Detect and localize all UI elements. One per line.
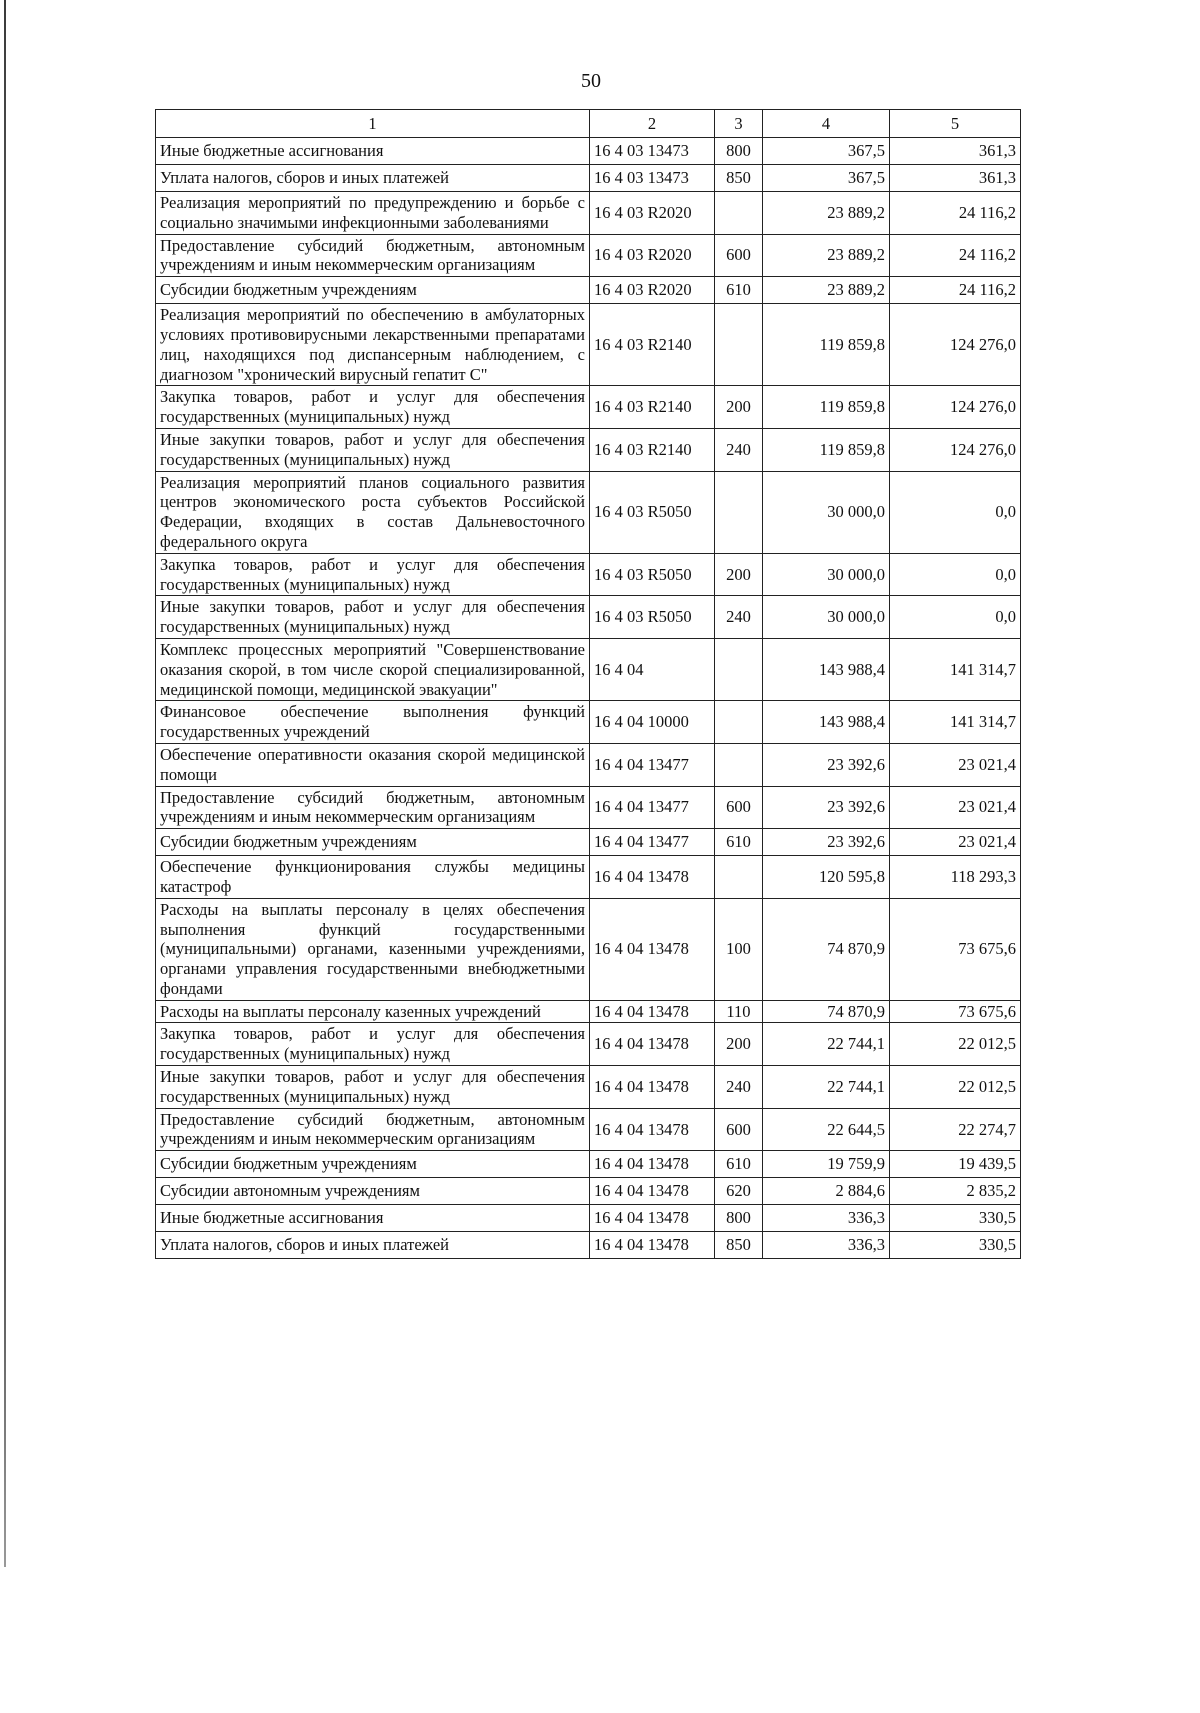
table-body: [156, 138, 1021, 1259]
row-name: Закупка товаров, работ и услуг для обеспечения государственных (муниципальных) нужд: [156, 553, 590, 596]
row-amount-2: 2 835,2: [890, 1178, 1021, 1205]
row-code: 16 4 03 R5050: [590, 596, 715, 639]
row-code: 16 4 03 R5050: [590, 471, 715, 553]
row-expense-type: 200: [715, 1023, 763, 1066]
row-amount-2: 23 021,4: [890, 786, 1021, 829]
row-amount-2: 19 439,5: [890, 1151, 1021, 1178]
row-amount-1: 30 000,0: [763, 596, 890, 639]
row-name: Реализация мероприятий по обеспечению в амбулаторных условиях противовирусными лекарственными препаратами лиц, находящихся под диспансерным наблюдением, с диагнозом "хронический вирусный гепатит С": [156, 304, 590, 386]
row-name: Субсидии бюджетным учреждениям: [156, 277, 590, 304]
row-amount-2: 0,0: [890, 596, 1021, 639]
row-amount-1: 143 988,4: [763, 701, 890, 744]
row-amount-2: 141 314,7: [890, 701, 1021, 744]
table-row: [156, 638, 1021, 700]
table-row: [156, 304, 1021, 386]
row-code: 16 4 03 13473: [590, 165, 715, 192]
header-col-5: 5: [890, 110, 1021, 138]
row-amount-1: 22 744,1: [763, 1066, 890, 1109]
row-name: Иные бюджетные ассигнования: [156, 1205, 590, 1232]
header-col-3: 3: [715, 110, 763, 138]
row-name: Реализация мероприятий по предупреждению и борьбе с социально значимыми инфекционными заболеваниями: [156, 192, 590, 235]
table-row: [156, 277, 1021, 304]
row-amount-1: 119 859,8: [763, 304, 890, 386]
row-name: Предоставление субсидий бюджетным, автономным учреждениям и иным некоммерческим организациям: [156, 1108, 590, 1151]
row-amount-2: 73 675,6: [890, 1000, 1021, 1023]
row-expense-type: 600: [715, 234, 763, 277]
table-row: [156, 138, 1021, 165]
row-amount-1: 2 884,6: [763, 1178, 890, 1205]
row-amount-2: 0,0: [890, 553, 1021, 596]
table-row: [156, 856, 1021, 899]
row-amount-1: 30 000,0: [763, 471, 890, 553]
row-expense-type: 110: [715, 1000, 763, 1023]
row-amount-2: 24 116,2: [890, 234, 1021, 277]
row-expense-type: 620: [715, 1178, 763, 1205]
row-name: Обеспечение оперативности оказания скорой медицинской помощи: [156, 743, 590, 786]
row-expense-type: 240: [715, 596, 763, 639]
row-name: Иные бюджетные ассигнования: [156, 138, 590, 165]
row-name: Обеспечение функционирования службы медицины катастроф: [156, 856, 590, 899]
row-amount-2: 124 276,0: [890, 386, 1021, 429]
row-name: Предоставление субсидий бюджетным, автономным учреждениям и иным некоммерческим организациям: [156, 786, 590, 829]
row-name: Иные закупки товаров, работ и услуг для обеспечения государственных (муниципальных) нужд: [156, 428, 590, 471]
row-code: 16 4 04 13478: [590, 898, 715, 1000]
row-code: 16 4 03 R2020: [590, 234, 715, 277]
row-amount-2: 73 675,6: [890, 898, 1021, 1000]
row-name: Иные закупки товаров, работ и услуг для обеспечения государственных (муниципальных) нужд: [156, 596, 590, 639]
row-name: Комплекс процессных мероприятий "Совершенствование оказания скорой, в том числе скорой специализированной, медицинской помощи, медицинской эвакуации": [156, 638, 590, 700]
row-amount-1: 74 870,9: [763, 898, 890, 1000]
row-amount-1: 30 000,0: [763, 553, 890, 596]
row-expense-type: [715, 192, 763, 235]
row-amount-2: 22 012,5: [890, 1066, 1021, 1109]
row-amount-1: 23 889,2: [763, 192, 890, 235]
row-amount-1: 336,3: [763, 1205, 890, 1232]
row-code: 16 4 04 13477: [590, 786, 715, 829]
row-expense-type: 200: [715, 386, 763, 429]
row-name: Уплата налогов, сборов и иных платежей: [156, 1232, 590, 1259]
row-code: 16 4 04 13478: [590, 1151, 715, 1178]
row-amount-1: 367,5: [763, 165, 890, 192]
row-amount-1: 22 744,1: [763, 1023, 890, 1066]
table-row: [156, 1178, 1021, 1205]
row-expense-type: 800: [715, 1205, 763, 1232]
row-expense-type: 610: [715, 829, 763, 856]
row-amount-2: 330,5: [890, 1205, 1021, 1232]
row-amount-2: 0,0: [890, 471, 1021, 553]
row-name: Субсидии автономным учреждениям: [156, 1178, 590, 1205]
row-name: Предоставление субсидий бюджетным, автономным учреждениям и иным некоммерческим организациям: [156, 234, 590, 277]
row-amount-1: 23 889,2: [763, 234, 890, 277]
row-code: 16 4 04 13477: [590, 829, 715, 856]
row-amount-1: 143 988,4: [763, 638, 890, 700]
table-row: [156, 471, 1021, 553]
row-name: Уплата налогов, сборов и иных платежей: [156, 165, 590, 192]
row-expense-type: 610: [715, 1151, 763, 1178]
row-amount-2: 118 293,3: [890, 856, 1021, 899]
table-row: [156, 386, 1021, 429]
table-row: [156, 165, 1021, 192]
row-expense-type: 850: [715, 165, 763, 192]
row-name: Расходы на выплаты персоналу казенных учреждений: [156, 1000, 590, 1023]
row-expense-type: 610: [715, 277, 763, 304]
row-expense-type: [715, 304, 763, 386]
row-amount-2: 23 021,4: [890, 743, 1021, 786]
table-row: [156, 1066, 1021, 1109]
row-code: 16 4 04 13477: [590, 743, 715, 786]
table-row: [156, 1108, 1021, 1151]
row-code: 16 4 04 13478: [590, 1066, 715, 1109]
row-code: 16 4 04 13478: [590, 1178, 715, 1205]
row-code: 16 4 04 13478: [590, 1205, 715, 1232]
row-amount-1: 367,5: [763, 138, 890, 165]
row-name: Расходы на выплаты персоналу в целях обеспечения выполнения функций государственными (муниципальными) органами, казенными учреждениями, органами управления государственными внебюджетными фондами: [156, 898, 590, 1000]
table-row: [156, 743, 1021, 786]
row-code: 16 4 04 13478: [590, 1232, 715, 1259]
table-row: [156, 192, 1021, 235]
header-col-4: 4: [763, 110, 890, 138]
row-name: Иные закупки товаров, работ и услуг для обеспечения государственных (муниципальных) нужд: [156, 1066, 590, 1109]
table-row: [156, 553, 1021, 596]
row-expense-type: 600: [715, 1108, 763, 1151]
row-code: 16 4 04 13478: [590, 856, 715, 899]
row-expense-type: 800: [715, 138, 763, 165]
header-col-1: 1: [156, 110, 590, 138]
row-amount-1: 23 392,6: [763, 786, 890, 829]
row-amount-2: 24 116,2: [890, 192, 1021, 235]
table-row: [156, 898, 1021, 1000]
table-row: [156, 786, 1021, 829]
row-expense-type: 600: [715, 786, 763, 829]
scan-edge: [4, 0, 6, 1567]
row-expense-type: [715, 638, 763, 700]
row-code: 16 4 03 R2140: [590, 428, 715, 471]
row-expense-type: 240: [715, 428, 763, 471]
table-row: [156, 234, 1021, 277]
row-expense-type: [715, 701, 763, 744]
row-amount-1: 119 859,8: [763, 428, 890, 471]
table-row: [156, 428, 1021, 471]
row-code: 16 4 04: [590, 638, 715, 700]
row-amount-2: 22 012,5: [890, 1023, 1021, 1066]
row-code: 16 4 03 13473: [590, 138, 715, 165]
row-amount-1: 120 595,8: [763, 856, 890, 899]
row-name: Финансовое обеспечение выполнения функций государственных учреждений: [156, 701, 590, 744]
table-row: [156, 596, 1021, 639]
row-code: 16 4 03 R2140: [590, 304, 715, 386]
page-number: 50: [581, 70, 601, 92]
row-expense-type: [715, 471, 763, 553]
row-code: 16 4 04 13478: [590, 1023, 715, 1066]
table-row: [156, 1151, 1021, 1178]
row-amount-2: 23 021,4: [890, 829, 1021, 856]
table-row: [156, 829, 1021, 856]
row-amount-1: 19 759,9: [763, 1151, 890, 1178]
row-code: 16 4 04 13478: [590, 1000, 715, 1023]
row-amount-1: 119 859,8: [763, 386, 890, 429]
table-row: [156, 1023, 1021, 1066]
row-code: 16 4 03 R5050: [590, 553, 715, 596]
table-row: [156, 1232, 1021, 1259]
row-expense-type: 240: [715, 1066, 763, 1109]
row-amount-1: 23 392,6: [763, 743, 890, 786]
table-row: [156, 701, 1021, 744]
row-amount-1: 23 392,6: [763, 829, 890, 856]
row-amount-2: 141 314,7: [890, 638, 1021, 700]
row-expense-type: 850: [715, 1232, 763, 1259]
row-amount-2: 361,3: [890, 165, 1021, 192]
row-name: Закупка товаров, работ и услуг для обеспечения государственных (муниципальных) нужд: [156, 386, 590, 429]
row-code: 16 4 03 R2140: [590, 386, 715, 429]
table-row: [156, 1000, 1021, 1023]
row-expense-type: 200: [715, 553, 763, 596]
row-expense-type: [715, 856, 763, 899]
row-amount-2: 124 276,0: [890, 428, 1021, 471]
row-name: Субсидии бюджетным учреждениям: [156, 1151, 590, 1178]
row-amount-1: 22 644,5: [763, 1108, 890, 1151]
row-name: Реализация мероприятий планов социального развития центров экономического роста субъектов Российской Федерации, входящих в состав Дальневосточного федерального округа: [156, 471, 590, 553]
row-name: Субсидии бюджетным учреждениям: [156, 829, 590, 856]
row-code: 16 4 04 13478: [590, 1108, 715, 1151]
header-row: [156, 110, 1021, 138]
row-amount-2: 24 116,2: [890, 277, 1021, 304]
budget-table: [155, 109, 1021, 1259]
row-code: 16 4 04 10000: [590, 701, 715, 744]
row-amount-2: 330,5: [890, 1232, 1021, 1259]
row-expense-type: 100: [715, 898, 763, 1000]
row-amount-1: 336,3: [763, 1232, 890, 1259]
row-code: 16 4 03 R2020: [590, 192, 715, 235]
row-expense-type: [715, 743, 763, 786]
table-row: [156, 1205, 1021, 1232]
header-col-2: 2: [590, 110, 715, 138]
row-amount-2: 361,3: [890, 138, 1021, 165]
row-amount-1: 23 889,2: [763, 277, 890, 304]
row-name: Закупка товаров, работ и услуг для обеспечения государственных (муниципальных) нужд: [156, 1023, 590, 1066]
row-code: 16 4 03 R2020: [590, 277, 715, 304]
row-amount-1: 74 870,9: [763, 1000, 890, 1023]
row-amount-2: 22 274,7: [890, 1108, 1021, 1151]
row-amount-2: 124 276,0: [890, 304, 1021, 386]
